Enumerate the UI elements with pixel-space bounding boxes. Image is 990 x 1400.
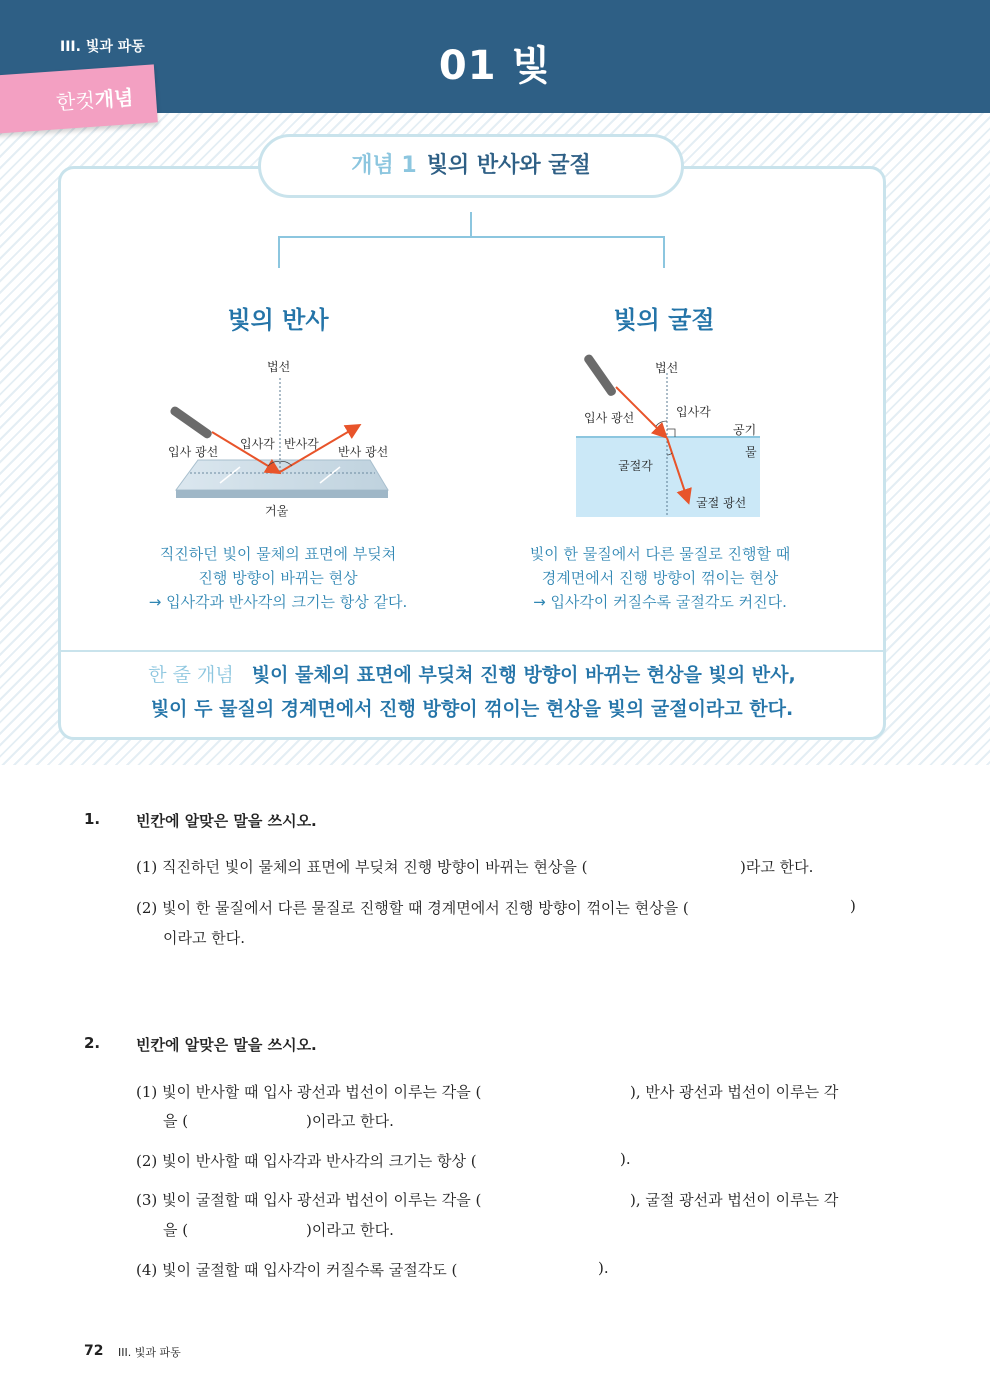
concept-tag-label: 한컷개념 <box>55 85 135 115</box>
water-label: 물 <box>745 445 757 459</box>
reflection-title: 빛의 반사 <box>227 306 329 334</box>
concept-heading <box>258 134 684 198</box>
q2-1-text-mid: ), 반사 광선과 법선이 이루는 각 <box>630 1083 839 1101</box>
flashlight <box>169 405 213 440</box>
refracted-ray-label: 굴절 광선 <box>696 496 747 510</box>
refraction-normal-label: 법선 <box>655 361 679 375</box>
summary-line-2: 빛이 두 물질의 경계면에서 진행 방향이 꺾이는 현상을 빛의 굴절이라고 한다. <box>150 698 794 720</box>
q1-2-text-cont: 이라고 한다. <box>163 929 245 947</box>
q2-1-text-end: )이라고 한다. <box>306 1112 394 1130</box>
connector-right <box>663 236 665 268</box>
question-number: 1. <box>84 810 101 828</box>
reflection-normal-label: 법선 <box>267 360 291 374</box>
summary-divider <box>61 650 883 652</box>
refraction-title: 빛의 굴절 <box>613 306 715 334</box>
connector-bar <box>278 236 665 238</box>
reflection-incident-ray-label: 입사 광선 <box>168 445 219 459</box>
q2-3-text-cont: 을 ( <box>163 1221 189 1239</box>
reflected-ray-label: 반사 광선 <box>338 445 389 459</box>
mirror-edge <box>176 490 388 498</box>
air-label: 공기 <box>733 423 757 437</box>
refract-angle-label: 굴절각 <box>618 459 653 473</box>
question-heading: 빈칸에 알맞은 말을 쓰시오. <box>136 812 317 830</box>
refraction-incident-angle-label: 입사각 <box>676 405 711 419</box>
q2-2-text: (2) 빛이 반사할 때 입사각과 반사각의 크기는 항상 ( <box>136 1152 477 1170</box>
summary-label: 한 줄 개념 <box>148 664 234 686</box>
summary-line-1: 한 줄 개념 빛이 물체의 표면에 부딪쳐 진행 방향이 바뀌는 현상을 빛의 반사, <box>148 664 796 686</box>
mirror-surface <box>176 460 388 490</box>
page-number: 72 <box>84 1343 104 1359</box>
q2-1-text-cont: 을 ( <box>163 1112 189 1130</box>
footer-section: III. 빛과 파동 <box>118 1346 181 1359</box>
q2-4-text: (4) 빛이 굴절할 때 입사각이 커질수록 굴절각도 ( <box>136 1261 458 1279</box>
concept-title: 빛의 반사와 굴절 <box>426 153 591 178</box>
concept-number: 개념 1 <box>351 153 417 178</box>
q2-2-text-end: ). <box>620 1150 631 1168</box>
right-angle-mark <box>667 429 675 437</box>
question-heading: 빈칸에 알맞은 말을 쓰시오. <box>136 1036 317 1054</box>
question-number: 2. <box>84 1034 101 1052</box>
mirror-label: 거울 <box>265 504 289 518</box>
page-title: 01 빛 <box>438 43 552 89</box>
refraction-incident-angle-arc <box>656 421 667 426</box>
q2-3-text-end: )이라고 한다. <box>306 1221 394 1239</box>
q1-1-text-end: )라고 한다. <box>740 858 814 876</box>
q2-3-text: (3) 빛이 굴절할 때 입사 광선과 법선이 이루는 각을 ( <box>136 1191 482 1209</box>
q2-4-text-end: ). <box>598 1259 609 1277</box>
connector-stem <box>470 212 472 236</box>
reflection-incident-angle-label: 입사각 <box>240 437 275 451</box>
q2-1-text: (1) 빛이 반사할 때 입사 광선과 법선이 이루는 각을 ( <box>136 1083 482 1101</box>
reflection-description: 직진하던 빛이 물체의 표면에 부딪쳐 진행 방향이 바뀌는 현상 → 입사각과 반사각의 크기는 항상 같다. <box>148 545 408 611</box>
q2-3-text-mid: ), 굴절 광선과 법선이 이루는 각 <box>630 1191 839 1209</box>
breadcrumb: III. 빛과 파동 <box>60 39 145 55</box>
flashlight <box>583 353 618 397</box>
refraction-incident-ray-label: 입사 광선 <box>584 411 635 425</box>
q1-2-text: (2) 빛이 한 물질에서 다른 물질로 진행할 때 경계면에서 진행 방향이 꺾이는 현상을 ( <box>136 899 689 917</box>
q1-2-text-end: ) <box>850 897 856 915</box>
connector-left <box>278 236 280 268</box>
q1-1-text: (1) 직진하던 빛이 물체의 표면에 부딪쳐 진행 방향이 바뀌는 현상을 ( <box>136 858 588 876</box>
reflection-angle-label: 반사각 <box>284 437 319 451</box>
reflection-diagram <box>160 350 400 520</box>
refraction-description: 빛이 한 물질에서 다른 물질로 진행할 때 경계면에서 진행 방향이 꺾이는 현상 → 입사각이 커질수록 굴절각도 커진다. <box>529 545 791 611</box>
